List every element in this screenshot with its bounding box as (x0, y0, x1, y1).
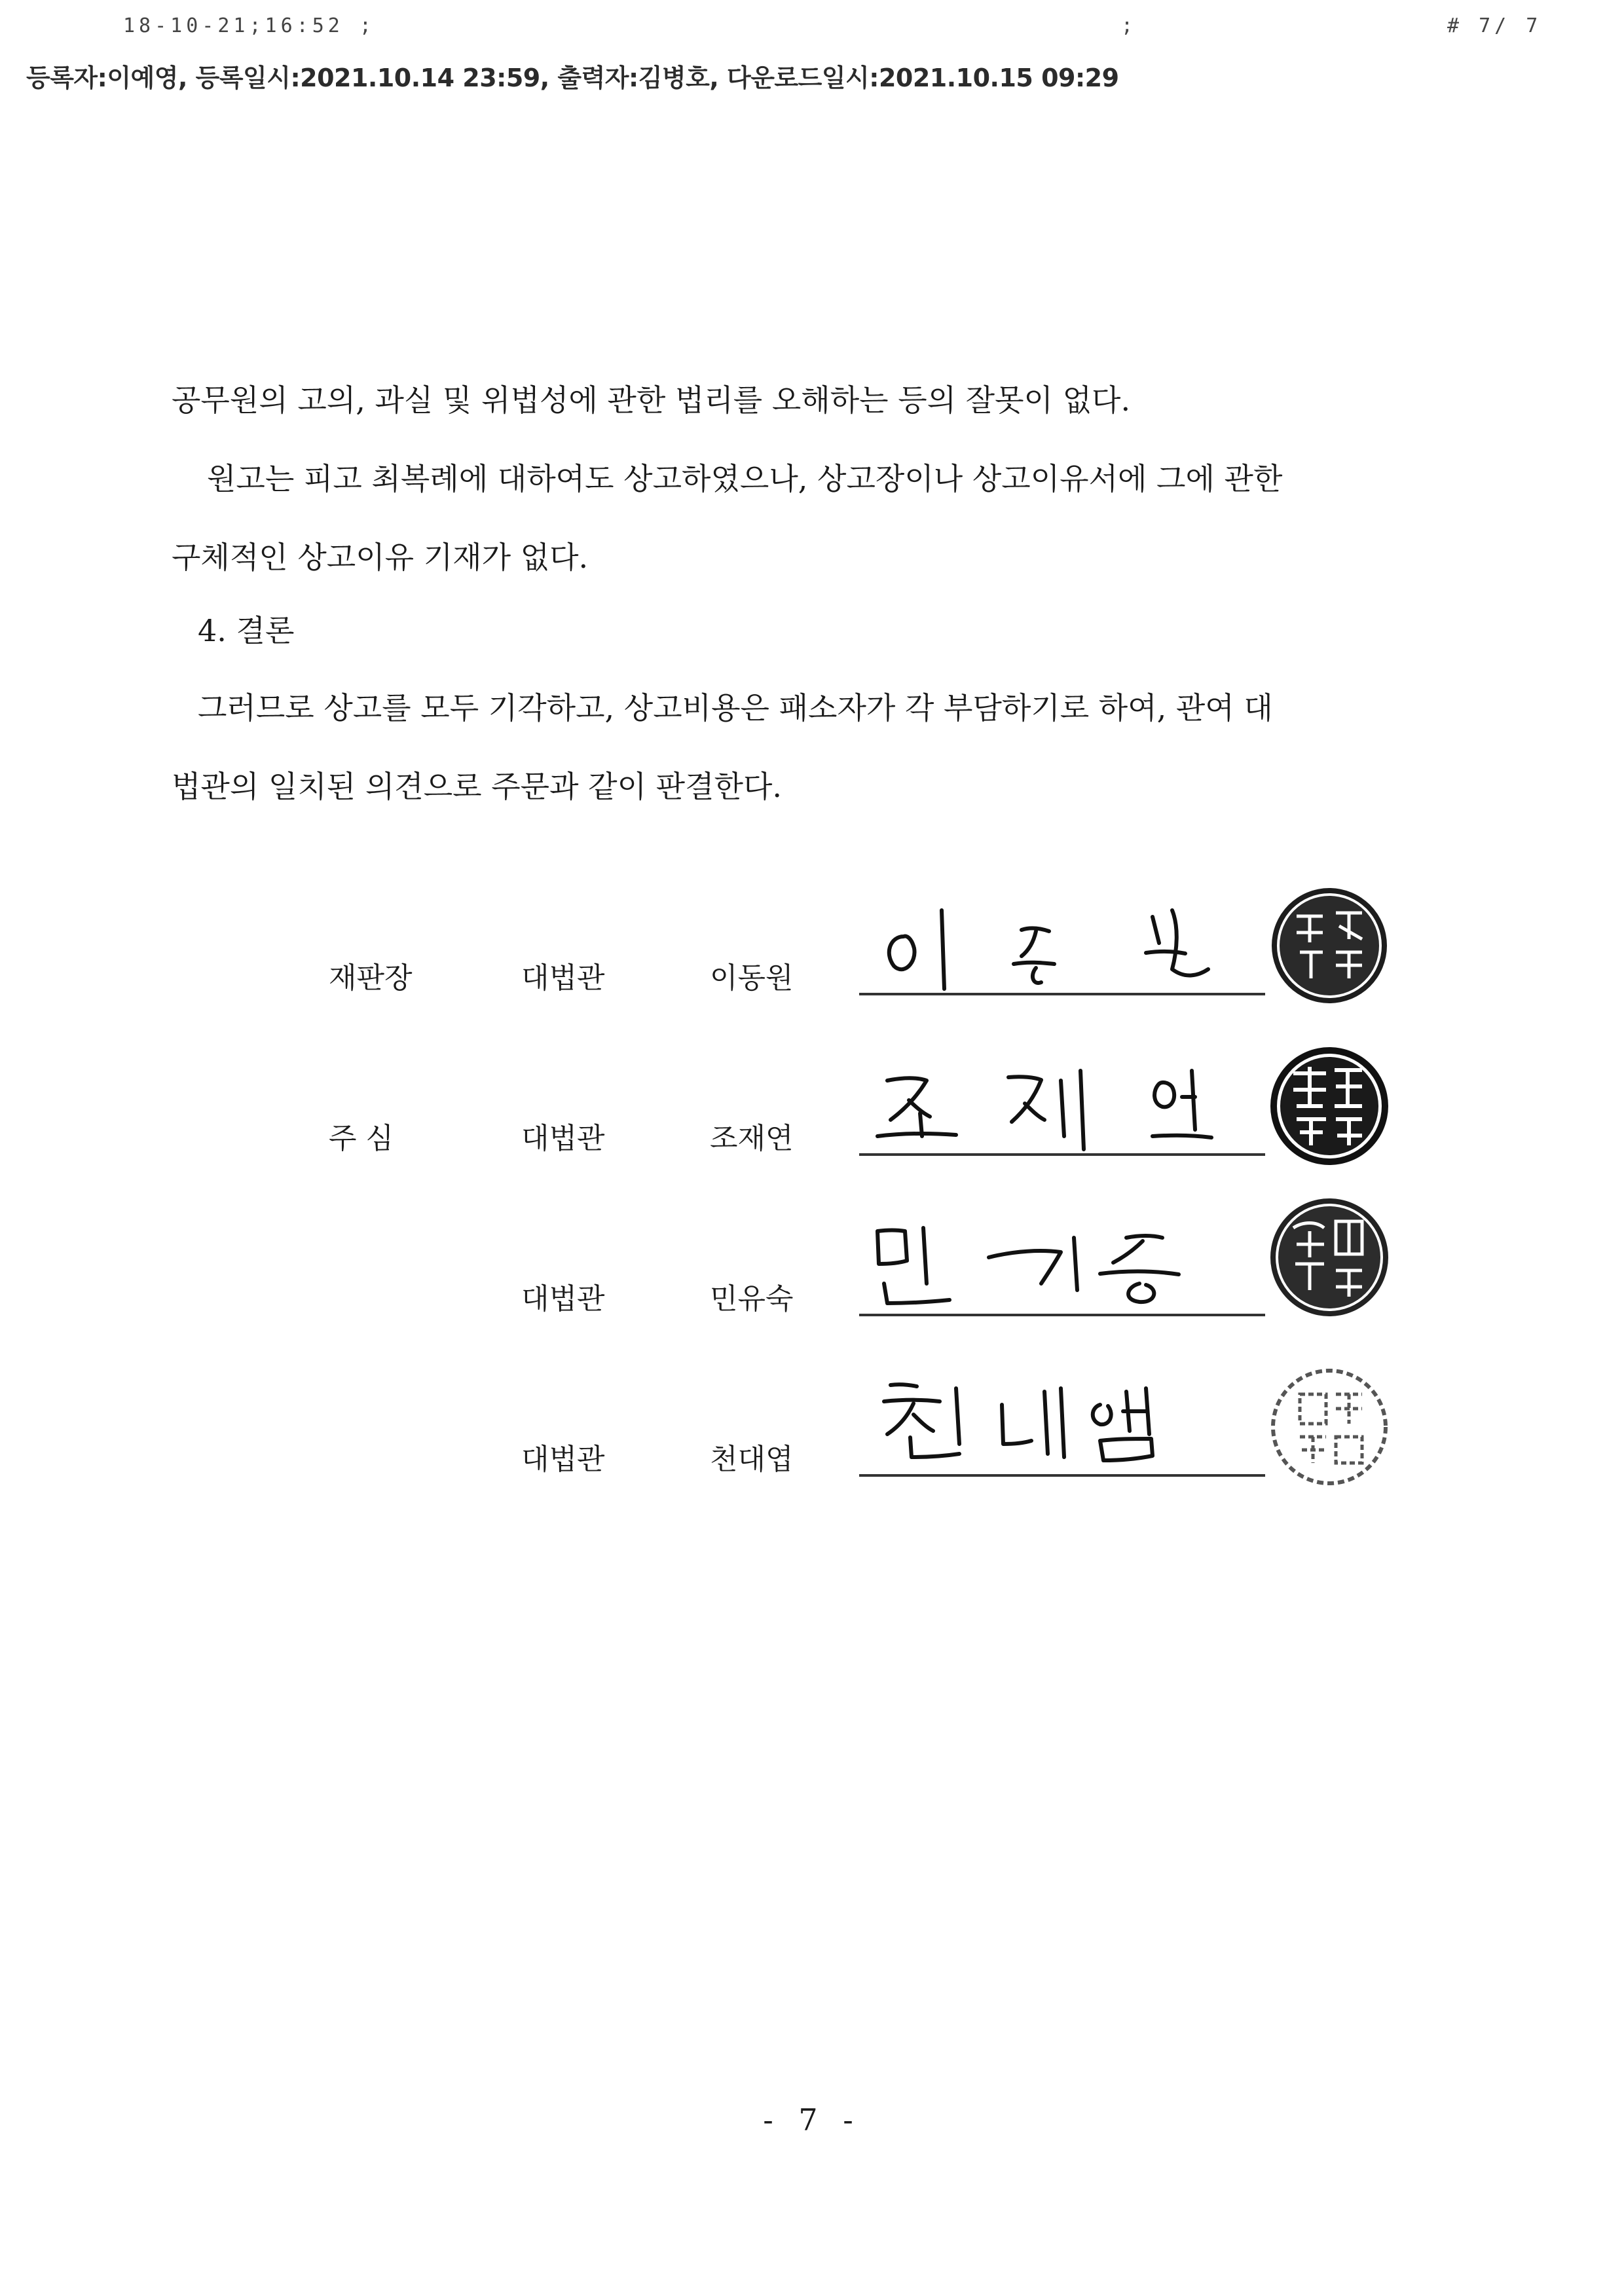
handwritten-signature (864, 891, 1257, 995)
fax-page-count: # 7/ 7 (1447, 14, 1542, 37)
section-heading-conclusion: 4. 결론 (198, 613, 295, 648)
body-line-6: 법관의 일치된 의견으로 주문과 같이 판결한다. (172, 769, 783, 804)
signature-row (0, 878, 1624, 1009)
signature-row (0, 1359, 1624, 1490)
official-seal-icon (1264, 880, 1395, 1011)
official-seal-icon (1264, 1041, 1395, 1172)
official-seal-icon (1264, 1361, 1395, 1492)
signature-row (0, 1038, 1624, 1169)
official-seal-icon (1264, 1192, 1395, 1323)
signature-title: 대법관 (521, 961, 605, 995)
signature-line (859, 1314, 1265, 1316)
fax-separator: ; (1121, 14, 1137, 37)
body-line-1: 공무원의 고의, 과실 및 위법성에 관한 법리를 오해하는 등의 잘못이 없다. (172, 382, 1131, 418)
signature-title: 대법관 (521, 1282, 605, 1316)
signature-line (859, 1474, 1265, 1477)
signature-line (859, 1153, 1265, 1156)
fax-timestamp: 18-10-21;16:52 ; (123, 14, 375, 37)
handwritten-signature (864, 1365, 1257, 1470)
signature-line (859, 993, 1265, 995)
signature-title: 대법관 (521, 1443, 605, 1476)
signature-row (0, 1198, 1624, 1329)
handwritten-signature (864, 1051, 1257, 1156)
signature-role: 주 심 (329, 1122, 394, 1155)
signature-name: 이동원 (710, 961, 794, 995)
fax-header (0, 14, 1624, 41)
signature-name: 민유숙 (710, 1282, 794, 1316)
signature-name: 천대엽 (710, 1443, 794, 1476)
signature-name: 조재연 (710, 1122, 794, 1155)
page-number: - 7 - (763, 2102, 861, 2138)
signature-role: 재판장 (329, 961, 413, 995)
body-line-2: 원고는 피고 최복례에 대하여도 상고하였으나, 상고장이나 상고이유서에 그에 관한 (207, 461, 1283, 496)
signature-title: 대법관 (521, 1122, 605, 1155)
registration-watermark: 등록자:이예영, 등록일시:2021.10.14 23:59, 출력자:김병호, 다운로드일시:2021.10.15 09:29 (26, 64, 1119, 92)
handwritten-signature (864, 1212, 1257, 1316)
body-line-5: 그러므로 상고를 모두 기각하고, 상고비용은 패소자가 각 부담하기로 하여, 관여 대 (198, 690, 1273, 726)
body-line-3: 구체적인 상고이유 기재가 없다. (172, 540, 589, 575)
